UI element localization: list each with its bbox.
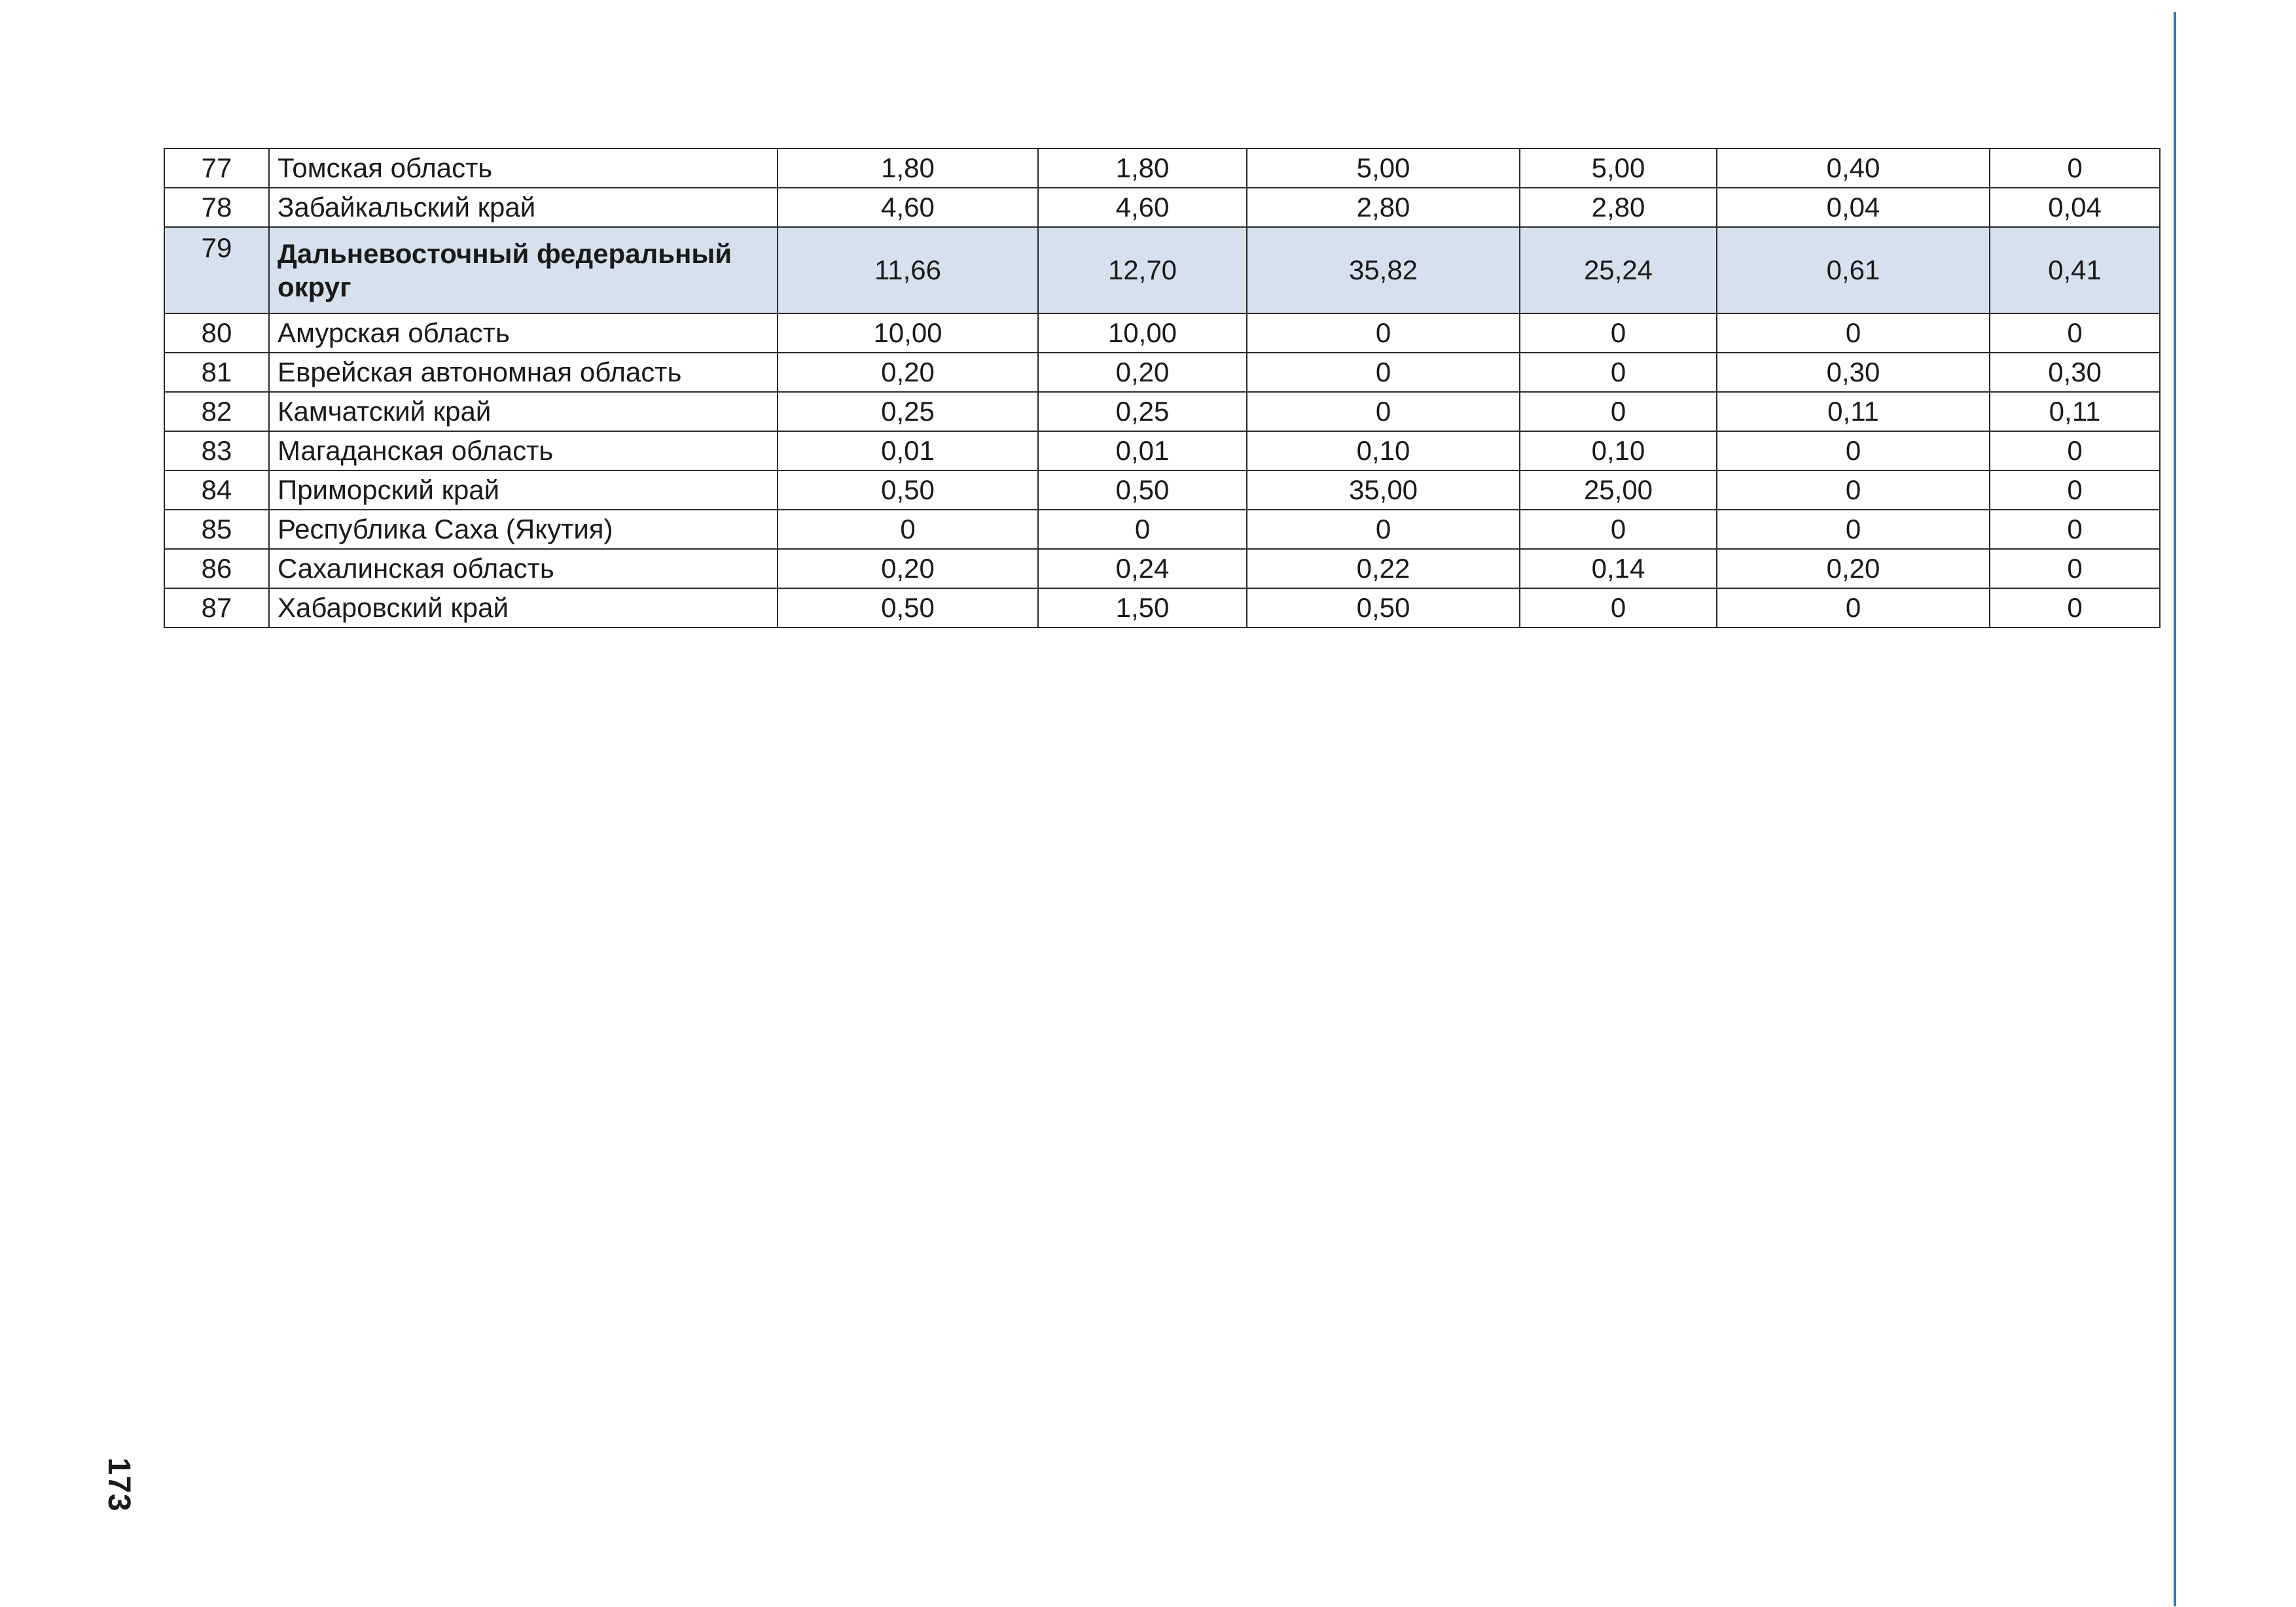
value-cell: 0,25 [778, 392, 1038, 431]
value-cell: 0,30 [1990, 353, 2160, 392]
value-cell: 0,20 [1038, 353, 1247, 392]
row-number: 85 [164, 510, 269, 549]
region-name: Хабаровский край [269, 588, 778, 627]
value-cell: 0,04 [1717, 188, 1990, 227]
table-row [164, 149, 2160, 188]
row-number: 79 [164, 227, 269, 313]
value-cell: 35,00 [1247, 470, 1520, 510]
region-name: Еврейская автономная область [269, 353, 778, 392]
value-cell: 0 [778, 510, 1038, 549]
value-cell: 2,80 [1247, 188, 1520, 227]
value-cell: 5,00 [1520, 149, 1717, 188]
value-cell: 0 [1520, 392, 1717, 431]
value-cell: 0 [1520, 313, 1717, 353]
row-number: 86 [164, 549, 269, 588]
row-number: 78 [164, 188, 269, 227]
region-name: Магаданская область [269, 431, 778, 470]
value-cell: 0,41 [1990, 227, 2160, 313]
value-cell: 0,61 [1717, 227, 1990, 313]
value-cell: 0 [1717, 588, 1990, 627]
value-cell: 0 [1717, 470, 1990, 510]
row-number: 83 [164, 431, 269, 470]
value-cell: 0,20 [1717, 549, 1990, 588]
value-cell: 1,80 [1038, 149, 1247, 188]
value-cell: 0,10 [1520, 431, 1717, 470]
value-cell: 0 [1990, 431, 2160, 470]
page-edge-rule [2174, 12, 2176, 1606]
value-cell: 10,00 [1038, 313, 1247, 353]
value-cell: 0,50 [778, 470, 1038, 510]
row-number: 81 [164, 353, 269, 392]
value-cell: 0 [1520, 353, 1717, 392]
region-name: Республика Саха (Якутия) [269, 510, 778, 549]
row-number: 80 [164, 313, 269, 353]
value-cell: 25,00 [1520, 470, 1717, 510]
value-cell: 0 [1717, 313, 1990, 353]
value-cell: 0 [1247, 353, 1520, 392]
region-name: Камчатский край [269, 392, 778, 431]
value-cell: 35,82 [1247, 227, 1520, 313]
value-cell: 0 [1990, 549, 2160, 588]
value-cell: 1,80 [778, 149, 1038, 188]
value-cell: 0 [1990, 510, 2160, 549]
value-cell: 0,14 [1520, 549, 1717, 588]
table-row [164, 470, 2160, 510]
region-name: Дальневосточный федеральный округ [269, 227, 778, 313]
table-row [164, 549, 2160, 588]
table-row [164, 313, 2160, 353]
value-cell: 0,11 [1990, 392, 2160, 431]
value-cell: 2,80 [1520, 188, 1717, 227]
value-cell: 25,24 [1520, 227, 1717, 313]
region-name: Амурская область [269, 313, 778, 353]
table-row [164, 353, 2160, 392]
value-cell: 0,20 [778, 549, 1038, 588]
value-cell: 0,50 [1247, 588, 1520, 627]
value-cell: 10,00 [778, 313, 1038, 353]
value-cell: 0 [1990, 149, 2160, 188]
value-cell: 0,24 [1038, 549, 1247, 588]
row-number: 84 [164, 470, 269, 510]
value-cell: 0,20 [778, 353, 1038, 392]
value-cell: 0 [1990, 588, 2160, 627]
row-number: 77 [164, 149, 269, 188]
value-cell: 0,11 [1717, 392, 1990, 431]
value-cell: 12,70 [1038, 227, 1247, 313]
row-number: 82 [164, 392, 269, 431]
table-row [164, 510, 2160, 549]
value-cell: 0 [1520, 510, 1717, 549]
value-cell: 1,50 [1038, 588, 1247, 627]
region-name: Сахалинская область [269, 549, 778, 588]
value-cell: 0 [1717, 510, 1990, 549]
page-number: 173 [101, 1457, 137, 1512]
value-cell: 4,60 [1038, 188, 1247, 227]
value-cell: 0 [1247, 313, 1520, 353]
value-cell: 0 [1247, 392, 1520, 431]
row-number: 87 [164, 588, 269, 627]
value-cell: 0 [1990, 313, 2160, 353]
table-row [164, 431, 2160, 470]
value-cell: 0,01 [1038, 431, 1247, 470]
value-cell: 0 [1038, 510, 1247, 549]
value-cell: 0,25 [1038, 392, 1247, 431]
value-cell: 0,30 [1717, 353, 1990, 392]
value-cell: 0 [1990, 470, 2160, 510]
value-cell: 0,50 [778, 588, 1038, 627]
value-cell: 0,40 [1717, 149, 1990, 188]
region-name: Приморский край [269, 470, 778, 510]
value-cell: 0 [1520, 588, 1717, 627]
value-cell: 0 [1717, 431, 1990, 470]
value-cell: 0 [1247, 510, 1520, 549]
region-name: Забайкальский край [269, 188, 778, 227]
table-row [164, 188, 2160, 227]
summary-row [164, 227, 2160, 313]
region-name: Томская область [269, 149, 778, 188]
value-cell: 4,60 [778, 188, 1038, 227]
value-cell: 11,66 [778, 227, 1038, 313]
value-cell: 0,04 [1990, 188, 2160, 227]
table-row [164, 588, 2160, 627]
value-cell: 5,00 [1247, 149, 1520, 188]
data-table [164, 148, 2161, 628]
value-cell: 0,01 [778, 431, 1038, 470]
table-row [164, 392, 2160, 431]
value-cell: 0,50 [1038, 470, 1247, 510]
value-cell: 0,10 [1247, 431, 1520, 470]
value-cell: 0,22 [1247, 549, 1520, 588]
